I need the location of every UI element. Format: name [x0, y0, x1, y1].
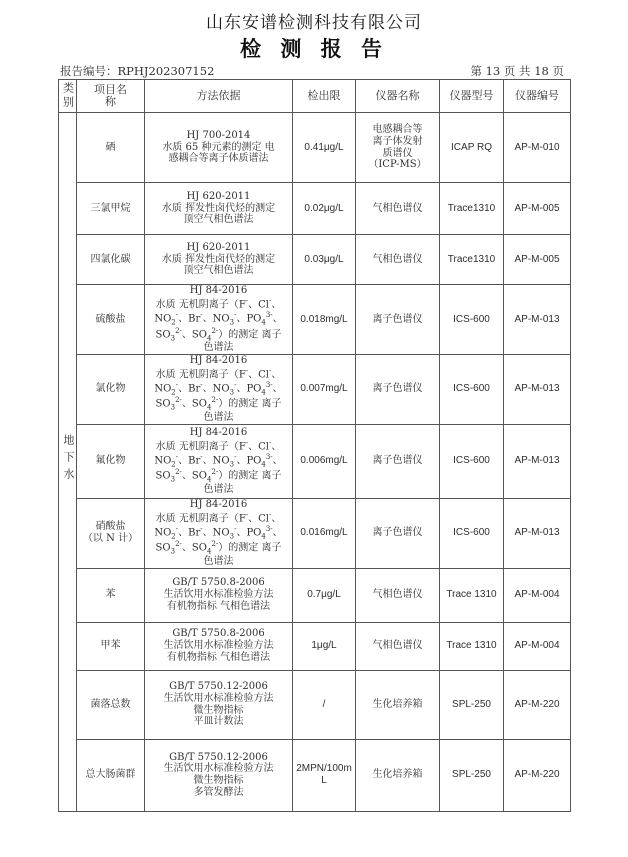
- serial-cell: AP-M-013: [504, 354, 571, 424]
- method-cell: [145, 670, 293, 739]
- col-category-header: 类别: [59, 80, 77, 113]
- limit-cell: 0.007mg/L: [293, 354, 356, 424]
- method-cell: HJ 84-2016 水质 无机阴离子（F-、Cl-、 $NO_2^-$、Br-、$NO_3^-$、$PO_4^{3-}$、 $SO_3^{2-}$、$SO_4^{2-}$）的测定 离子 色谱法: [145, 424, 293, 498]
- limit-line: 2MPN/100m: [296, 763, 352, 775]
- instrument-line: 离子体发射: [372, 135, 423, 147]
- table-row: [59, 424, 571, 498]
- method-line: 微生物指标: [193, 704, 244, 716]
- method-code: HJ 84-2016: [189, 285, 248, 296]
- table-row: [59, 568, 571, 622]
- method-line: 色谱法: [203, 483, 234, 495]
- table-row: [59, 498, 571, 568]
- model-cell: Trace 1310: [440, 568, 504, 622]
- table-row: [59, 739, 571, 811]
- model-cell: Trace 1310: [440, 622, 504, 670]
- col-method-header: 方法依据: [145, 80, 293, 113]
- table-row: [59, 354, 571, 424]
- method-code: HJ 84-2016: [189, 426, 248, 438]
- limit-cell: 0.41μg/L: [293, 113, 356, 183]
- model-cell: ICS-600: [440, 285, 504, 355]
- item-cell: 氯化物: [77, 354, 145, 424]
- instrument-line: 质谱仪: [382, 147, 413, 159]
- model-cell: ICAP RQ: [440, 113, 504, 183]
- results-table: [58, 79, 571, 812]
- report-title: 检 测 报 告: [240, 37, 388, 61]
- method-code: HJ 620-2011: [186, 241, 251, 253]
- method-cell: [145, 235, 293, 285]
- item-cell: 苯: [77, 568, 145, 622]
- method-cell: HJ 84-2016 水质 无机阴离子（F-、Cl-、 $NO_2^-$、Br-、$NO_3^-$、$PO_4^{3-}$、 $SO_3^{2-}$、$SO_4^{2-}$）的测定 离子 色谱法: [145, 498, 293, 568]
- item-cell: 甲苯: [77, 622, 145, 670]
- method-line: 生活饮用水标准检验方法: [163, 640, 274, 652]
- report-number: 报告编号：RPHJ202307152: [60, 64, 215, 78]
- instrument-cell: 生化培养箱: [356, 670, 440, 739]
- method-line: 水质 挥发性卤代烃的测定: [161, 253, 276, 265]
- instrument-cell: 气相色谱仪: [356, 568, 440, 622]
- limit-cell: 1μg/L: [293, 622, 356, 670]
- item-cell: 三氯甲烷: [77, 183, 145, 235]
- method-line: 生活饮用水标准检验方法: [163, 763, 274, 775]
- model-cell: SPL-250: [440, 670, 504, 739]
- method-code: HJ 84-2016: [189, 498, 248, 510]
- method-cell: [145, 622, 293, 670]
- method-code: GB/T 5750.12-2006: [169, 681, 268, 693]
- model-cell: ICS-600: [440, 424, 504, 498]
- method-code: HJ 700-2014: [186, 129, 251, 141]
- table-row: [59, 113, 571, 183]
- category-text: 地下水: [61, 434, 75, 486]
- serial-cell: AP-M-004: [504, 622, 571, 670]
- limit-cell: 0.006mg/L: [293, 424, 356, 498]
- item-cell: [77, 498, 145, 568]
- method-cell: [145, 113, 293, 183]
- method-line: 顶空气相色谱法: [183, 265, 254, 277]
- instrument-cell: 生化培养箱: [356, 739, 440, 811]
- limit-cell: 0.016mg/L: [293, 498, 356, 568]
- table-row: [59, 183, 571, 235]
- table-row: [59, 670, 571, 739]
- limit-line: L: [321, 775, 327, 787]
- method-line: 微生物指标: [193, 775, 244, 787]
- instrument-line: 电感耦合等: [372, 123, 423, 135]
- item-cell: 硫酸盐: [77, 285, 145, 355]
- method-cell: [145, 568, 293, 622]
- item-cell: 四氯化碳: [77, 235, 145, 285]
- method-line: 多管发酵法: [193, 786, 244, 798]
- model-cell: ICS-600: [440, 354, 504, 424]
- method-line: 生活饮用水标准检验方法: [163, 692, 274, 704]
- company-name: 山东安谱检测科技有限公司: [206, 13, 422, 33]
- table-row: [59, 622, 571, 670]
- method-code: HJ 84-2016: [189, 354, 248, 366]
- col-model-header: 仪器型号: [440, 80, 504, 113]
- instrument-cell: 气相色谱仪: [356, 622, 440, 670]
- method-code: HJ 620-2011: [186, 190, 251, 202]
- method-cell: HJ 84-2016 水质 无机阴离子（F-、Cl-、 $NO_2^-$、Br-、$NO_3^-$、$PO_4^{3-}$、 $SO_3^{2-}$、$SO_4^{2-}$）的测定 离子 色谱法: [145, 285, 293, 355]
- instrument-cell: [356, 113, 440, 183]
- col-instrument-header: 仪器名称: [356, 80, 440, 113]
- method-line: 生活饮用水标准检验方法: [163, 589, 274, 601]
- instrument-cell: 离子色谱仪: [356, 498, 440, 568]
- item-cell: 氟化物: [77, 424, 145, 498]
- serial-cell: AP-M-013: [504, 285, 571, 355]
- serial-cell: AP-M-013: [504, 498, 571, 568]
- serial-cell: AP-M-220: [504, 670, 571, 739]
- method-cell: [145, 183, 293, 235]
- item-cell: 硒: [77, 113, 145, 183]
- table-row: [59, 285, 571, 355]
- item-line: 硝酸盐: [95, 521, 126, 533]
- method-code: GB/T 5750.12-2006: [169, 751, 268, 763]
- method-cell: [145, 739, 293, 811]
- limit-cell: [293, 739, 356, 811]
- instrument-line: （ICP-MS）: [368, 159, 427, 171]
- instrument-cell: 离子色谱仪: [356, 285, 440, 355]
- col-limit-header: 检出限: [293, 80, 356, 113]
- item-cell: 总大肠菌群: [77, 739, 145, 811]
- method-code: GB/T 5750.8-2006: [172, 628, 265, 640]
- model-cell: SPL-250: [440, 739, 504, 811]
- method-line: 有机物指标 气相色谱法: [166, 601, 271, 613]
- col-serial-header: 仪器编号: [504, 80, 571, 113]
- serial-cell: AP-M-005: [504, 235, 571, 285]
- method-code: GB/T 5750.8-2006: [172, 577, 265, 589]
- method-line: 水质 65 种元素的测定 电: [162, 141, 275, 153]
- table-row: [59, 235, 571, 285]
- method-line: 色谱法: [203, 411, 234, 423]
- item-line: （以 N 计）: [82, 533, 139, 545]
- item-cell: 菌落总数: [77, 670, 145, 739]
- instrument-cell: 离子色谱仪: [356, 424, 440, 498]
- category-cell: [59, 113, 77, 812]
- serial-cell: AP-M-220: [504, 739, 571, 811]
- limit-cell: 0.7μg/L: [293, 568, 356, 622]
- limit-cell: 0.02μg/L: [293, 183, 356, 235]
- limit-cell: 0.03μg/L: [293, 235, 356, 285]
- header-row: [59, 80, 571, 113]
- serial-cell: AP-M-010: [504, 113, 571, 183]
- model-cell: ICS-600: [440, 498, 504, 568]
- method-cell: HJ 84-2016 水质 无机阴离子（F-、Cl-、 $NO_2^-$、Br-、$NO_3^-$、$PO_4^{3-}$、 $SO_3^{2-}$、$SO_4^{2-}$）的测定 离子 色谱法: [145, 354, 293, 424]
- model-cell: Trace1310: [440, 235, 504, 285]
- model-cell: Trace1310: [440, 183, 504, 235]
- col-item-header: 项目名称: [77, 80, 145, 113]
- serial-cell: AP-M-004: [504, 568, 571, 622]
- method-line: 色谱法: [203, 342, 234, 354]
- method-line: 色谱法: [203, 555, 234, 567]
- method-line: 水质 挥发性卤代烃的测定: [161, 202, 276, 214]
- limit-cell: 0.018mg/L: [293, 285, 356, 355]
- method-line: 顶空气相色谱法: [183, 214, 254, 226]
- limit-cell: /: [293, 670, 356, 739]
- method-line: 平皿计数法: [193, 716, 244, 728]
- page-info: 第 13 页 共 18 页: [470, 64, 564, 78]
- instrument-cell: 离子色谱仪: [356, 354, 440, 424]
- serial-cell: AP-M-013: [504, 424, 571, 498]
- instrument-cell: 气相色谱仪: [356, 235, 440, 285]
- instrument-cell: 气相色谱仪: [356, 183, 440, 235]
- serial-cell: AP-M-005: [504, 183, 571, 235]
- method-line: 感耦合等离子体质谱法: [168, 153, 269, 165]
- method-line: 有机物指标 气相色谱法: [166, 652, 271, 664]
